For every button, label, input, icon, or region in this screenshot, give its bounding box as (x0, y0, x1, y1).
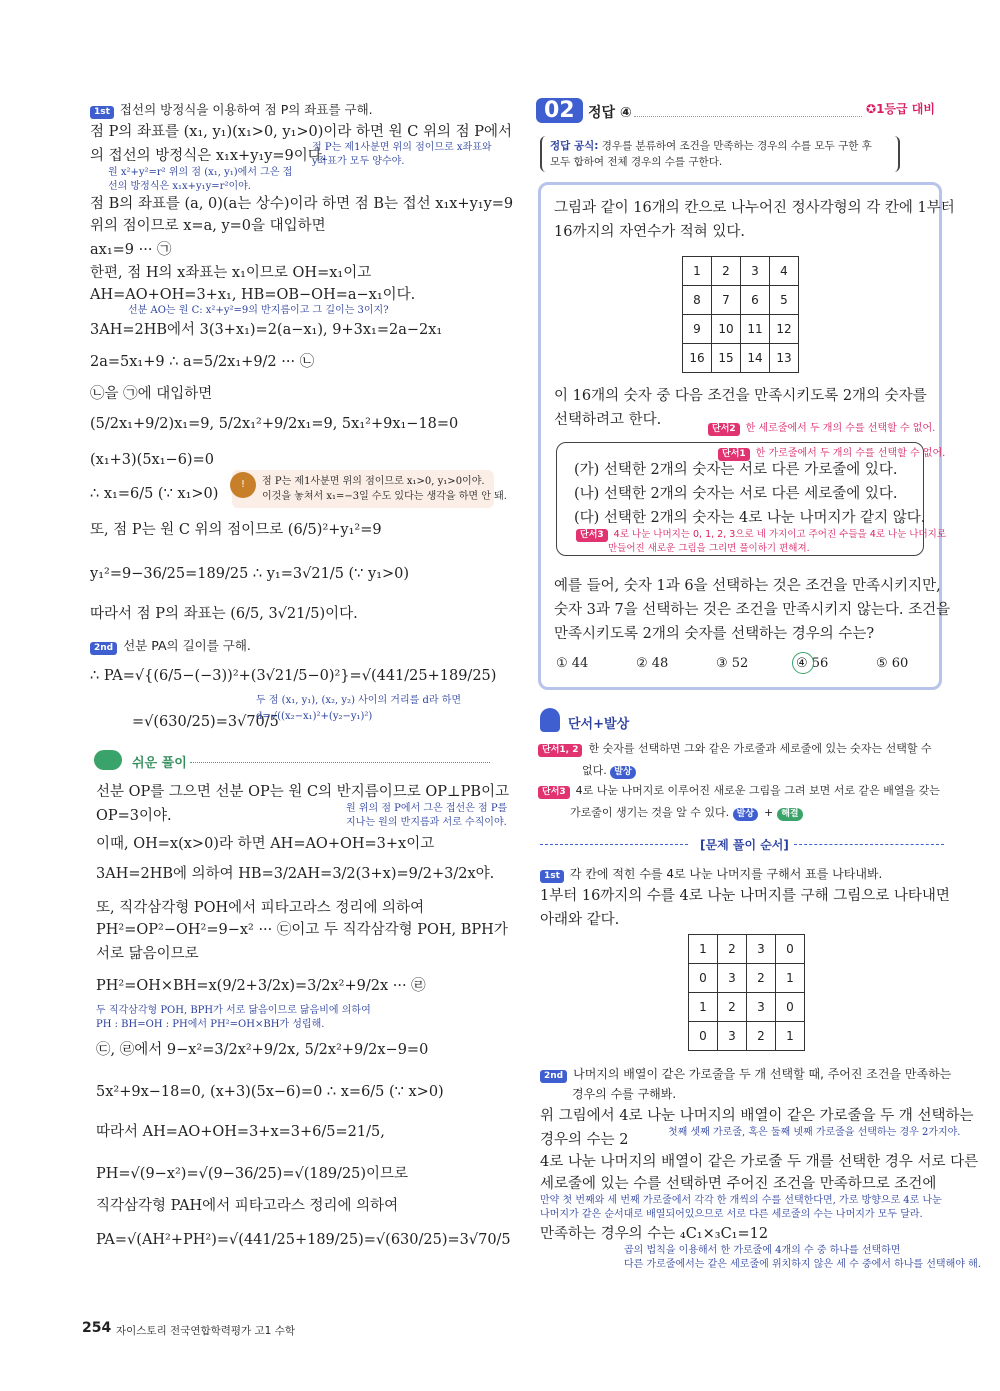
s2-text-3: 4로 나눈 나머지의 배열이 같은 가로줄 두 개를 선택한 경우 서로 다른 (540, 1154, 979, 1170)
easy-line-11: PH=√(9−x²)=√(9−36/25)=√(189/25)이므로 (96, 1166, 409, 1182)
note-c: 선분 AO는 원 C: x²+y²=9의 반지름이고 그 길이는 3이지? (128, 305, 389, 316)
easy-line-2: 이때, OH=x(x>0)라 하면 AH=AO+OH=3+x이고 (96, 836, 435, 852)
number-grid (682, 256, 799, 373)
page-number: 254 (82, 1320, 112, 1336)
left-line-6: AH=AO+OH=3+x₁, HB=OB−OH=a−x₁이다. (90, 287, 416, 303)
s2-tag: 2nd (540, 1070, 567, 1083)
clue3-text-1: 4로 나눈 나머지로 이루어진 새로운 그림을 그려 보면 서로 같은 배열을 갖는 (575, 784, 940, 797)
grid-cell: 7 (712, 286, 741, 315)
clue1-tag: 단서1, 2 (538, 744, 582, 757)
grid-cell: 12 (770, 315, 799, 344)
note-a: 점 P는 제1사분면 위의 점이므로 x좌표와 (312, 142, 492, 153)
formula-line-2: 모두 합하여 전체 경우의 수를 구한다. (550, 156, 723, 168)
condition-na: (나) 선택한 2개의 숫자는 서로 다른 세로줄에 있다. (574, 486, 898, 502)
clue3-text-2: 가로줄이 생기는 것을 알 수 있다. (570, 806, 730, 819)
grid-cell: 1 (776, 964, 805, 993)
choice-4[interactable]: ④ 56 (796, 656, 829, 671)
choice-3[interactable]: ③ 52 (716, 656, 749, 671)
hint1-text: 한 가로줄에서 두 개의 수를 선택할 수 없어. (755, 448, 946, 459)
left-line-12: ∴ x₁=6/5 (∵ x₁>0) (90, 486, 219, 502)
grid-cell: 0 (689, 1022, 718, 1051)
remainder-grid (688, 934, 805, 1051)
left-line-15: 따라서 점 P의 좌표는 (6/5, 3√21/5)이다. (90, 606, 358, 622)
s1-heading (540, 864, 882, 884)
left-line-11: (x₁+3)(5x₁−6)=0 (90, 452, 214, 468)
grid-cell: 16 (683, 344, 712, 373)
problem-intro-2: 16까지의 자연수가 적혀 있다. (554, 224, 745, 240)
s2-note-5: 다른 가로줄에서는 같은 세로줄에 위치하지 않은 세 수 중에서 하나를 선택해야 해. (624, 1259, 981, 1270)
easy-line-8: ㉢, ㉣에서 9−x²=3/2x²+9/2x, 5/2x²+9/2x−9=0 (96, 1042, 429, 1058)
clue3-line-2: 가로줄이 생기는 것을 알 수 있다. 발상 + 해결 (570, 806, 809, 821)
easy-line-7: PH²=OH×BH=x(9/2+3/2x)=3/2x²+9/2x ··· ㉣ (96, 978, 426, 994)
step1-tag: 1st (90, 106, 114, 119)
grid-cell: 14 (741, 344, 770, 373)
easy-line-3: 3AH=2HB에 의하여 HB=3/2AH=3/2(3+x)=9/2+3/2x야. (96, 866, 495, 882)
s2-text-5: 만족하는 경우의 수는 ₄C₁×₃C₁=12 (540, 1226, 769, 1242)
grid-cell: 2 (747, 964, 776, 993)
formula-label: 정답 공식: (550, 140, 599, 152)
dist-note-2: d=√((x₂−x₁)²+(y₂−y₁)²) (256, 711, 373, 722)
left-line-14: y₁²=9−36/25=189/25 ∴ y₁=3√21/5 (∵ y₁>0) (90, 566, 410, 582)
problem-end-1: 예를 들어, 숫자 1과 6을 선택하는 것은 조건을 만족시키지만, (554, 578, 941, 594)
hint1-tag: 단서1 (718, 448, 750, 461)
formula-line-1 (550, 140, 872, 153)
grid-cell: 3 (718, 1022, 747, 1051)
problem-mid-2: 선택하려고 한다. (554, 412, 662, 428)
grid-cell: 0 (776, 935, 805, 964)
s2-heading (540, 1064, 951, 1084)
clue3-badge-1: 발상 (733, 808, 758, 821)
easy-line-10: 따라서 AH=AO+OH=3+x=3+6/5=21/5, (96, 1124, 385, 1140)
problem-number: 02 (536, 98, 583, 123)
note-b2: 선의 방정식은 x₁x+y₁y=r²이야. (108, 181, 251, 192)
grid-row (683, 286, 799, 315)
hint2-text: 한 세로줄에서 두 개의 수를 선택할 수 없어. (745, 423, 936, 434)
grid-cell: 1 (689, 935, 718, 964)
warning-note (232, 470, 507, 508)
left-line-7: 3AH=2HB에서 3(3+x₁)=2(a−x₁), 9+3x₁=2a−2x₁ (90, 322, 443, 338)
left-line-9: ㉡을 ㉠에 대입하면 (90, 386, 213, 402)
easy-line-0: 선분 OP를 그으면 선분 OP는 원 C의 반지름이므로 OP⊥PB이고 (96, 784, 510, 800)
warning-icon: ! (230, 472, 256, 498)
easy-title: 쉬운 풀이 (132, 756, 187, 771)
s1-text-1: 1부터 16까지의 수를 4로 나눈 나머지를 구해 그림으로 나타내면 (540, 888, 950, 904)
grade-text: 1등급 대비 (876, 102, 935, 116)
grid-cell: 3 (747, 993, 776, 1022)
easy-note-4: PH : BH=OH : PH에서 PH²=OH×BH가 성립해. (96, 1019, 325, 1030)
answer-label: 정답 ④ (588, 105, 632, 121)
grid-cell: 4 (770, 257, 799, 286)
left-line-4: ax₁=9 ··· ㉠ (90, 242, 172, 258)
grid-row (689, 964, 805, 993)
easy-note-2: 지나는 원의 반지름과 서로 수직이야. (346, 817, 507, 828)
clue3-tag: 단서3 (538, 786, 570, 799)
easy-note-1: 원 위의 점 P에서 그은 접선은 점 P를 (346, 803, 508, 814)
hint3-text-1: 4로 나눈 나머지는 0, 1, 2, 3으로 네 가지이고 주어진 수들을 4로 나눈 나머지로 (613, 529, 947, 540)
problem-end-2: 숫자 3과 7을 선택하는 것은 조건을 만족시키지 않는다. 조건을 (554, 602, 951, 618)
left-line-13: 또, 점 P는 원 C 위의 점이므로 (6/5)²+y₁²=9 (90, 522, 382, 538)
s2-text-1: 위 그림에서 4로 나눈 나머지의 배열이 같은 가로줄을 두 개 선택하는 (540, 1108, 974, 1124)
clue1-text-1: 한 숫자를 선택하면 그와 같은 가로줄과 세로줄에 있는 숫자는 선택할 수 (588, 742, 932, 755)
left-line-0: 점 P의 좌표를 (x₁, y₁)(x₁>0, y₁>0)이라 하면 원 C 위의 점 P에서 (90, 124, 512, 140)
easy-line-12: 직각삼각형 PAH에서 피타고라스 정리에 의하여 (96, 1198, 399, 1214)
easy-line-13: PA=√(AH²+PH²)=√(441/25+189/25)=√(630/25)=3√70/5 (96, 1232, 511, 1248)
s2-text-4: 세로줄에 있는 수를 선택하면 주어진 조건을 만족하므로 조건에 (540, 1176, 937, 1192)
order-title: [문제 풀이 순서] (700, 838, 789, 852)
easy-note-3: 두 직각삼각형 POH, BPH가 서로 닮음이므로 닮음비에 의하여 (96, 1005, 371, 1016)
clue1-badge: 발상 (610, 766, 635, 779)
choice-1[interactable]: ① 44 (556, 656, 589, 671)
grade-icon: ✪ (866, 102, 877, 116)
left-line-8: 2a=5x₁+9 ∴ a=5/2x₁+9/2 ··· ㉡ (90, 354, 315, 370)
s2-note-3: 나머지가 같은 순서대로 배열되어있으므로 서로 다른 세로줄의 수는 나머지가 모두 달라. (540, 1209, 923, 1220)
note-b: 원 x²+y²=r² 위의 점 (x₁, y₁)에서 그은 접 (108, 167, 293, 178)
left-line-3: 위의 점이므로 x=a, y=0을 대입하면 (90, 218, 326, 234)
choice-5[interactable]: ⑤ 60 (876, 656, 909, 671)
s2-note-4: 곱의 법칙을 이용해서 한 가로줄에 4개의 수 중 하나를 선택하면 (624, 1245, 901, 1256)
hint2-tag: 단서2 (708, 423, 740, 436)
s2-text-2: 경우의 수는 2 (540, 1132, 629, 1148)
left-line-5: 한편, 점 H의 x좌표는 x₁이므로 OH=x₁이고 (90, 265, 372, 281)
grid-cell: 1 (683, 257, 712, 286)
clue1-line-2 (582, 764, 642, 779)
easy-divider (190, 762, 490, 763)
order-divider-left (540, 844, 688, 845)
hint3 (576, 528, 946, 542)
condition-da: (다) 선택한 2개의 숫자는 4로 나눈 나머지가 같지 않다. (574, 510, 926, 526)
grid-cell: 3 (741, 257, 770, 286)
easy-line-1: OP=3이야. (96, 808, 172, 824)
grid-row (683, 344, 799, 373)
grid-cell: 2 (712, 257, 741, 286)
s1-text-2: 아래와 같다. (540, 912, 620, 928)
step1-heading (90, 100, 373, 120)
clue1-text-2: 없다. (582, 764, 607, 777)
clue3 (538, 784, 940, 799)
header-dots (634, 116, 862, 117)
book-title: 자이스토리 전국연합학력평가 고1 수학 (116, 1325, 295, 1337)
grid-cell: 15 (712, 344, 741, 373)
s1-tag: 1st (540, 870, 564, 883)
dist-note-1: 두 점 (x₁, y₁), (x₂, y₂) 사이의 거리를 d라 하면 (256, 695, 462, 706)
grid-cell: 0 (776, 993, 805, 1022)
formula-box (540, 136, 900, 172)
left-line-1: 의 접선의 방정식은 x₁x+y₁y=9이다. (90, 148, 327, 164)
clue3-badge-2: 해결 (777, 808, 802, 821)
easy-line-5: PH²=OP²−OH²=9−x² ··· ㉢이고 두 직각삼각형 POH, BPH가 (96, 922, 508, 938)
left-line-10: (5/2x₁+9/2)x₁=9, 5/2x₁²+9/2x₁=9, 5x₁²+9x₁−18=0 (90, 416, 459, 432)
choice-2[interactable]: ② 48 (636, 656, 669, 671)
hint3-tag: 단서3 (576, 529, 608, 542)
grid-cell: 2 (718, 993, 747, 1022)
hint1 (718, 447, 945, 461)
s2-note-1: 첫째 셋째 가로줄, 혹은 둘째 넷째 가로줄을 선택하는 경우 2가지야. (668, 1127, 961, 1138)
grid-cell: 5 (770, 286, 799, 315)
grid-cell: 3 (718, 964, 747, 993)
hint2 (708, 422, 935, 436)
s2-note-2: 만약 첫 번째와 세 번째 가로줄에서 각각 한 개씩의 수를 선택한다면, 가로 방향으로 4로 나눈 (540, 1195, 942, 1206)
grid-cell: 8 (683, 286, 712, 315)
formula-text-1: 경우를 분류하여 조건을 만족하는 경우의 수를 모두 구한 후 (601, 140, 872, 152)
clue1 (538, 742, 932, 757)
grid-cell: 10 (712, 315, 741, 344)
order-divider-right (794, 844, 944, 845)
warning-line-1: 점 P는 제1사분면 위의 점이므로 x₁>0, y₁>0이야. (262, 476, 485, 487)
hint3-text-2: 만들어진 새로운 그림을 그리면 풀이하기 편해져. (608, 543, 810, 554)
problem-intro-1: 그림과 같이 16개의 칸으로 나누어진 정사각형의 각 칸에 1부터 (554, 200, 955, 216)
s1-title: 각 칸에 적힌 수를 4로 나눈 나머지를 구해서 표를 나타내봐. (569, 867, 883, 881)
grid-row (689, 1022, 805, 1051)
warning-line-2: 이것을 놓쳐서 x₁=−3일 수도 있다는 생각을 하면 안 돼. (262, 491, 507, 502)
easy-line-4: 또, 직각삼각형 POH에서 피타고라스 정리에 의하여 (96, 900, 425, 916)
step2-title: 선분 PA의 길이를 구해. (123, 638, 251, 653)
easy-line-9: 5x²+9x−18=0, (x+3)(5x−6)=0 ∴ x=6/5 (∵ x>0) (96, 1084, 444, 1100)
grid-row (683, 257, 799, 286)
grid-cell: 2 (747, 1022, 776, 1051)
grid-row (689, 993, 805, 1022)
grid-cell: 13 (770, 344, 799, 373)
problem-end-3: 만족시키도록 2개의 숫자를 선택하는 경우의 수는? (554, 626, 875, 642)
easy-icon (94, 750, 122, 770)
grade-label (866, 100, 935, 117)
lightbulb-icon (540, 708, 560, 732)
step1-title: 접선의 방정식을 이용하여 점 P의 좌표를 구해. (119, 102, 373, 117)
grid-cell: 11 (741, 315, 770, 344)
grid-cell: 6 (741, 286, 770, 315)
grid-row (689, 935, 805, 964)
easy-line-6: 서로 닮음이므로 (96, 946, 199, 962)
correct-answer-circle (792, 652, 814, 674)
left-line-2: 점 B의 좌표를 (a, 0)(a는 상수)이라 하면 점 B는 접선 x₁x+y₁y=9 (90, 196, 514, 212)
grid-cell: 9 (683, 315, 712, 344)
s2-title-1: 나머지의 배열이 같은 가로줄을 두 개 선택할 때, 주어진 조건을 만족하는 (573, 1067, 952, 1081)
pa-line-1: ∴ PA=√{(6/5−(−3))²+(3√21/5−0)²}=√(441/25+189/25) (90, 668, 497, 684)
grid-cell: 0 (689, 964, 718, 993)
note-a2: y좌표가 모두 양수야. (312, 156, 405, 167)
s2-title-2: 경우의 수를 구해봐. (572, 1087, 677, 1101)
grid-cell: 1 (776, 1022, 805, 1051)
clue-title: 단서+발상 (568, 717, 630, 732)
pa-line-2: =√(630/25)=3√70/5 (132, 714, 279, 730)
condition-ga: (가) 선택한 2개의 숫자는 서로 다른 가로줄에 있다. (574, 462, 898, 478)
grid-cell: 1 (689, 993, 718, 1022)
step2-tag: 2nd (90, 642, 117, 655)
grid-cell: 3 (747, 935, 776, 964)
problem-mid-1: 이 16개의 숫자 중 다음 조건을 만족시키도록 2개의 숫자를 (554, 388, 927, 404)
step2-heading (90, 636, 251, 656)
grid-row (683, 315, 799, 344)
grid-cell: 2 (718, 935, 747, 964)
